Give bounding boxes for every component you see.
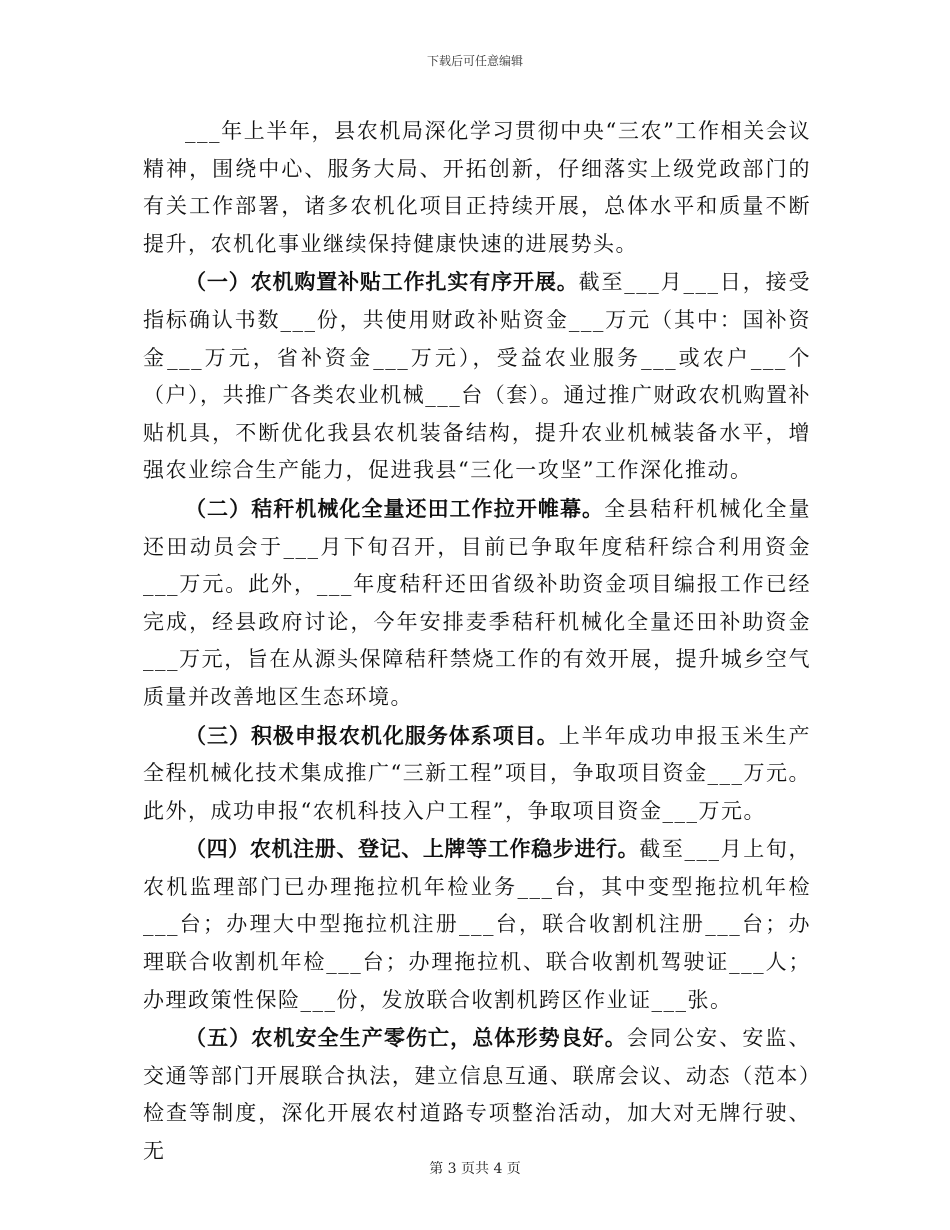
paragraph-section-1 <box>143 263 811 490</box>
paragraph-section-2 <box>143 490 811 717</box>
document-body <box>143 112 811 1171</box>
paragraph-body: 截至___月上旬，农机监理部门已办理拖拉机年检业务___台，其中变型拖拉机年检___台；办理大中型拖拉机注册___台，联合收割机注册___台；办理联合收割机年检___台；办理拖拉机、联合收割机驾驶证___人；办理政策性保险___份，发放联合收割机跨区作业证___张。 <box>143 837 812 1012</box>
paragraph-heading: （三）积极申报农机化服务体系项目。 <box>185 722 559 748</box>
paragraph-heading: （五）农机安全生产零伤亡，总体形势良好。 <box>185 1025 627 1051</box>
paragraph-heading: （二）秸秆机械化全量还田工作拉开帷幕。 <box>185 495 605 521</box>
paragraph-heading: （四）农机注册、登记、上牌等工作稳步进行。 <box>185 836 640 862</box>
paragraph-body: 全县秸秆机械化全量还田动员会于___月下旬召开，目前已争取年度秸秆综合利用资金___万元。此外，___年度秸秆还田省级补助资金项目编报工作已经完成，经县政府讨论，今年安排麦季秸秆机械化全量还田补助资金___万元，旨在从源头保障秸秆禁烧工作的有效开展，提升城乡空气质量并改善地区生态环境。 <box>143 496 812 709</box>
page-header: 下载后可任意编辑 <box>426 54 523 68</box>
paragraph-section-4 <box>143 830 811 1019</box>
paragraph-section-5 <box>143 1019 811 1170</box>
page-number-footer: 第 3 页共 4 页 <box>429 1161 521 1177</box>
paragraph-body: ___年上半年，县农机局深化学习贯彻中央“三农”工作相关会议精神，围绕中心、服务大局、开拓创新，仔细落实上级党政部门的有关工作部署，诸多农机化项目正持续开展，总体水平和质量不断提升，农机化事业继续保持健康快速的进展势头。 <box>143 119 811 256</box>
paragraph-body: 会同公安、安监、交通等部门开展联合执法，建立信息互通、联席会议、动态（范本）检查等制度，深化开展农村道路专项整治活动，加大对无牌行驶、无 <box>143 1026 812 1164</box>
paragraph-heading: （一）农机购置补贴工作扎实有序开展。 <box>185 269 579 295</box>
paragraph-body: 截至___月___日，接受指标确认书数___份，共使用财政补贴资金___万元（其中：国补资金___万元，省补资金___万元），受益农业服务___或农户___个（户），共推广各类农业机械___台（套）。通过推广财政农机购置补贴机具，不断优化我县农机装备结构，提升农业机械装备水平，增强农业综合生产能力，促进我县“三化一攻坚”工作深化推动。 <box>143 270 812 483</box>
paragraph-body: 上半年成功申报玉米生产全程机械化技术集成推广“三新工程”项目，争取项目资金___万元。此外，成功申报“农机科技入户工程”，争取项目资金___万元。 <box>143 723 812 823</box>
paragraph-section-3 <box>143 717 811 831</box>
paragraph-intro <box>143 112 811 263</box>
